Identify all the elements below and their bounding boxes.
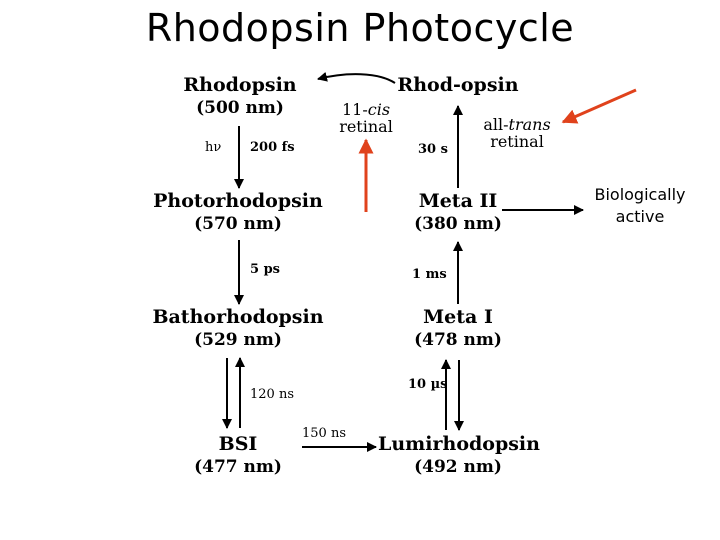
state-wavelength: (500 nm) xyxy=(196,98,284,118)
state-name: Photorhodopsin xyxy=(153,190,323,212)
state-wavelength: (570 nm) xyxy=(194,214,282,234)
label-5ps: 5 ps xyxy=(250,262,280,277)
label-30s: 30 s xyxy=(418,142,448,157)
label-200fs: 200 fs xyxy=(250,140,295,155)
state-name: Lumirhodopsin xyxy=(378,433,540,455)
trans-italic: trans xyxy=(508,115,551,134)
state-name: Rhod-opsin xyxy=(397,74,519,96)
state-wavelength: (529 nm) xyxy=(194,330,282,350)
state-name: Meta I xyxy=(423,306,493,328)
state-name: Bathorhodopsin xyxy=(152,306,324,328)
biologically-active-note: Biologically active xyxy=(594,185,686,226)
cis-retinal: retinal xyxy=(339,117,393,136)
label-10us: 10 µs xyxy=(408,377,448,392)
state-name: Meta II xyxy=(418,190,498,212)
trans-retinal: retinal xyxy=(490,132,544,151)
highlight-arrow-trans-retinal xyxy=(563,90,636,122)
state-wavelength: (477 nm) xyxy=(194,457,282,477)
label-hv: hν xyxy=(205,140,222,155)
label-1ms: 1 ms xyxy=(412,267,447,282)
state-name: BSI xyxy=(218,433,258,455)
state-wavelength: (492 nm) xyxy=(414,457,502,477)
label-150ns: 150 ns xyxy=(302,426,346,441)
cis-prefix: 11- xyxy=(341,100,368,119)
state-name: Rhodopsin xyxy=(183,74,297,96)
state-wavelength: (478 nm) xyxy=(414,330,502,350)
arrow-rhod-opsin-to-rhodopsin xyxy=(318,74,395,83)
trans-prefix: all- xyxy=(483,115,509,134)
slide-title: Rhodopsin Photocycle xyxy=(145,6,575,50)
cis-italic: cis xyxy=(367,100,391,119)
label-120ns: 120 ns xyxy=(250,387,294,402)
state-wavelength: (380 nm) xyxy=(414,214,502,234)
